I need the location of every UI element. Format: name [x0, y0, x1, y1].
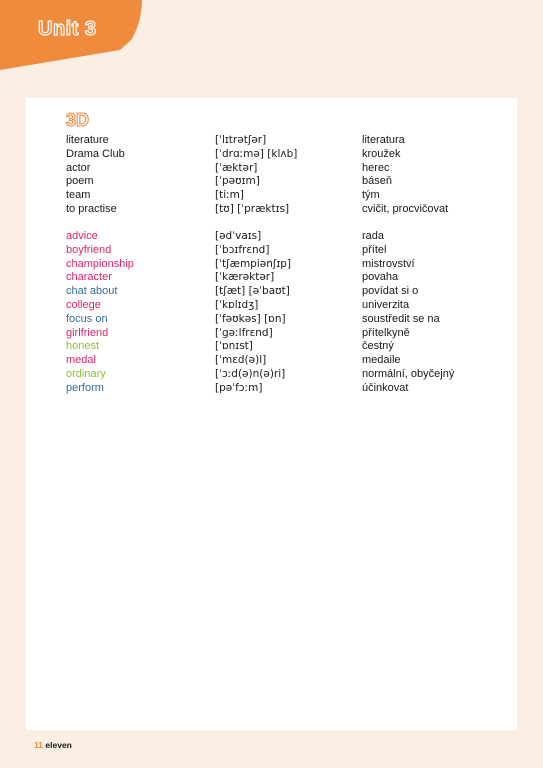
- vocab-word: team: [66, 189, 91, 202]
- vocab-translation: univerzita: [362, 299, 410, 311]
- vocab-row: [26, 270, 517, 284]
- vocab-phonetic: [pəˈfɔːm]: [215, 381, 263, 394]
- vocab-word: college: [66, 299, 101, 311]
- vocab-translation: herec: [362, 161, 390, 174]
- vocab-row: [26, 284, 517, 298]
- vocab-word: ordinary: [66, 368, 106, 380]
- vocab-phonetic: [ˈmɛd(ə)l]: [215, 354, 267, 367]
- vocab-word: championship: [66, 257, 134, 270]
- vocab-translation: medaile: [362, 354, 401, 367]
- vocab-word: boyfriend: [66, 243, 112, 256]
- vocab-row: [26, 257, 517, 271]
- section-code: 3D: [66, 110, 90, 130]
- vocab-translation: čestný: [362, 340, 394, 353]
- vocab-word: perform: [66, 381, 104, 394]
- unit-title: Unit 3: [38, 18, 97, 40]
- vocab-phonetic: [tʃæt] [əˈbaʊt]: [215, 285, 290, 298]
- vocab-translation: tým: [362, 189, 380, 202]
- vocab-word: to practise: [66, 203, 117, 215]
- vocab-translation: povídat si o: [362, 285, 419, 298]
- vocab-word: actor: [66, 161, 91, 174]
- vocab-row: [26, 147, 517, 161]
- page-word: eleven: [45, 740, 72, 750]
- vocab-phonetic: [ˈdrɑːmə] [klʌb]: [215, 147, 298, 160]
- vocab-word: honest: [66, 340, 100, 353]
- vocab-translation: literatura: [362, 134, 405, 146]
- vocab-phonetic: [tiːm]: [215, 189, 244, 202]
- vocab-phonetic: [ˈɒnɪst]: [215, 340, 253, 353]
- vocab-phonetic: [ˈkærəktər]: [215, 271, 275, 284]
- vocab-word: literature: [66, 134, 109, 146]
- vocab-word: medal: [66, 354, 96, 367]
- vocab-translation: přítel: [362, 243, 387, 256]
- vocab-word: focus on: [66, 312, 108, 325]
- vocab-row: [26, 188, 517, 202]
- vocab-row: [26, 202, 517, 216]
- vocab-row: [26, 243, 517, 257]
- vocab-row: [26, 353, 517, 367]
- vocab-row: [26, 326, 517, 340]
- vocab-phonetic: [tʊ] [ˈpræktɪs]: [215, 203, 290, 215]
- vocab-row: [26, 174, 517, 188]
- vocab-phonetic: [ˈlɪtrətʃər]: [215, 134, 267, 146]
- vocab-row: [26, 339, 517, 353]
- vocab-translation: mistrovství: [362, 257, 415, 270]
- vocabulary-panel: [26, 98, 517, 730]
- vocab-translation: kroužek: [362, 147, 401, 160]
- vocab-phonetic: [ˈgəːlfrɛnd]: [215, 326, 273, 339]
- vocab-row: [26, 298, 517, 312]
- vocab-row: [26, 229, 517, 243]
- vocab-word: girlfriend: [66, 326, 109, 339]
- vocab-phonetic: [ˈɔːd(ə)n(ə)ri]: [215, 368, 286, 380]
- vocab-translation: cvičit, procvičovat: [362, 203, 449, 215]
- vocab-phonetic: [ˈpəʊɪm]: [215, 175, 260, 188]
- page-number: 11: [34, 740, 43, 750]
- vocab-word: character: [66, 271, 112, 284]
- vocab-translation: báseň: [362, 175, 392, 188]
- vocab-phonetic: [ədˈvaɪs]: [215, 230, 262, 242]
- vocab-row: [26, 161, 517, 175]
- vocab-row: [26, 381, 517, 395]
- vocab-row: [26, 312, 517, 326]
- vocab-translation: normální, obyčejný: [362, 368, 455, 380]
- vocab-word: Drama Club: [66, 147, 125, 160]
- vocab-phonetic: [ˈkɒlɪdʒ]: [215, 299, 259, 311]
- vocab-phonetic: [ˈbɔɪfrɛnd]: [215, 243, 270, 256]
- vocab-row: [26, 133, 517, 147]
- vocab-word: chat about: [66, 285, 118, 298]
- vocab-word: advice: [66, 230, 98, 242]
- vocab-phonetic: [ˈtʃæmpiənʃɪp]: [215, 257, 292, 270]
- vocab-translation: rada: [362, 230, 385, 242]
- vocab-translation: přítelkyně: [362, 326, 410, 339]
- page-footer: [34, 740, 72, 750]
- vocab-phonetic: [ˈfəʊkəs] [ɒn]: [215, 312, 286, 325]
- vocab-translation: povaha: [362, 271, 399, 284]
- vocab-phonetic: [ˈæktər]: [215, 161, 258, 174]
- vocab-translation: soustředit se na: [362, 312, 440, 325]
- vocab-translation: účinkovat: [362, 381, 409, 394]
- vocab-row: [26, 367, 517, 381]
- vocab-word: poem: [66, 175, 94, 188]
